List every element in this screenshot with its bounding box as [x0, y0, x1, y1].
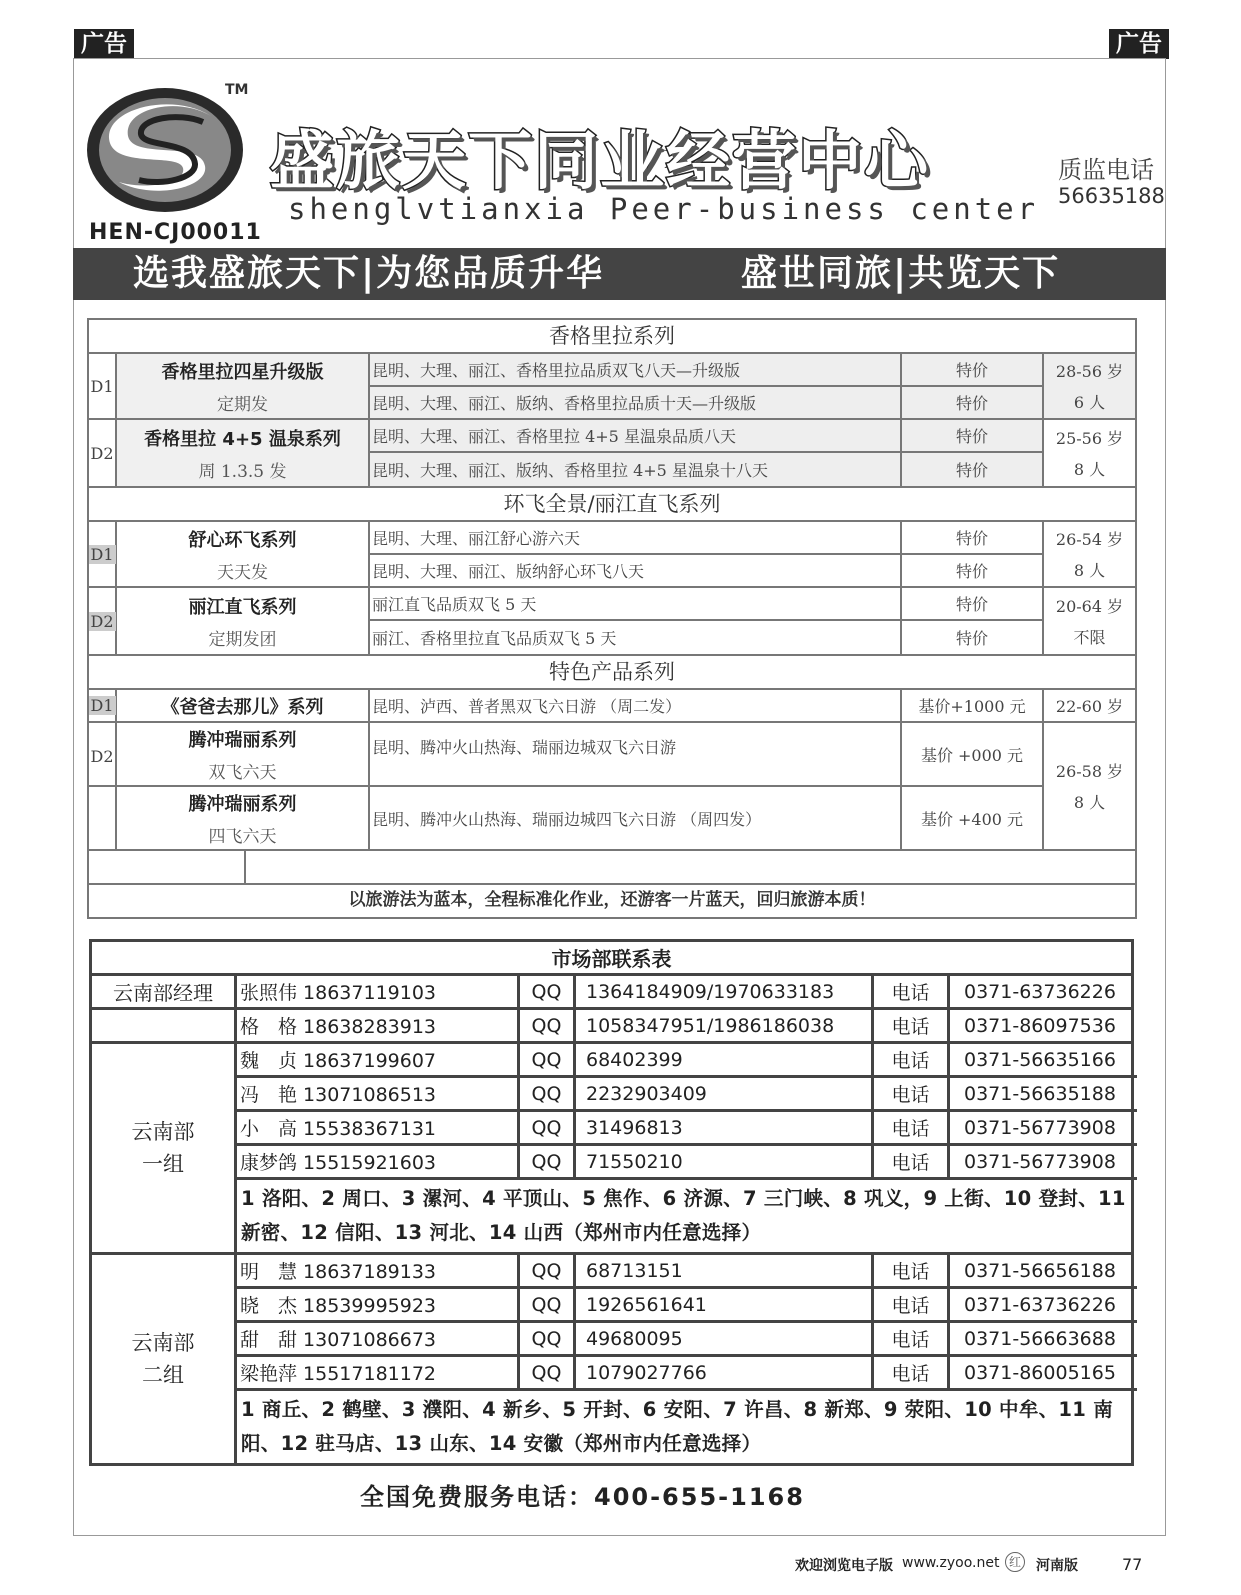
swirl-s-logo-icon — [83, 78, 258, 218]
qc-label: 质监电话 — [1058, 156, 1154, 184]
section-title: 香格里拉系列 — [89, 320, 1135, 354]
age-range: 20-64 岁 — [1055, 597, 1124, 616]
contact-table — [89, 939, 1134, 1466]
contact-row — [237, 1289, 1137, 1323]
route: 丽江直飞品质双飞 5 天 — [370, 588, 902, 621]
product-schedule: 双飞六天 — [208, 762, 277, 783]
qq-label: QQ — [520, 1357, 576, 1388]
group-dept-line2: 一组 — [142, 1152, 184, 1176]
qq-number: 71550210 — [576, 1146, 874, 1177]
group-dept-line1: 云南部 — [131, 1331, 195, 1355]
min-people: 6 人 — [1073, 393, 1106, 412]
trademark-label: TM — [225, 82, 249, 98]
company-title: 盛旅天下同业经营中心 — [270, 125, 930, 199]
product-schedule: 天天发 — [217, 562, 268, 583]
slogan-right: 盛世同旅|共览天下 — [741, 253, 1061, 294]
min-people: 8 人 — [1073, 460, 1106, 479]
product-schedule: 四飞六天 — [208, 826, 277, 847]
group-code-cell — [89, 522, 117, 588]
group-code-cell — [89, 588, 117, 654]
section-title: 环飞全景/丽江直飞系列 — [89, 488, 1135, 522]
hotline: 全国免费服务电话：400-655-1168 — [360, 1483, 805, 1511]
qq-number: 1079027766 — [576, 1357, 874, 1388]
qq-label: QQ — [520, 1078, 576, 1109]
tel-label: 电话 — [874, 1146, 950, 1177]
product-name: 香格里拉四星升级版 — [161, 361, 324, 383]
age-cell — [1044, 588, 1135, 654]
tel-number: 0371-63736226 — [964, 980, 1116, 1003]
contact-group-1 — [92, 1044, 1131, 1255]
age-range: 26-54 岁 — [1055, 530, 1124, 549]
qq-number: 68713151 — [576, 1255, 874, 1286]
route: 昆明、大理、丽江、香格里拉 4+5 星温泉品质八天 — [370, 420, 902, 453]
age-cell — [1044, 723, 1135, 851]
product-name: 丽江直飞系列 — [188, 596, 297, 618]
group-code: D2 — [89, 723, 117, 787]
product-schedule: 定期发 — [217, 394, 268, 415]
tel-label: 电话 — [874, 1255, 950, 1286]
qq-number: 1926561641 — [576, 1289, 874, 1320]
contact-group-2 — [92, 1255, 1131, 1463]
qq-label: QQ — [520, 1044, 576, 1075]
age-cell — [1044, 354, 1135, 420]
ad-label-left: 广告 — [74, 29, 134, 59]
group-rows — [237, 1255, 1137, 1463]
contact-name-phone: 张照伟 18637119103 — [237, 976, 520, 1007]
tel-number: 0371-63736226 — [964, 1293, 1116, 1316]
tel-number: 0371-56663688 — [964, 1327, 1116, 1350]
qq-label: QQ — [520, 1010, 576, 1041]
contact-row — [237, 1078, 1137, 1112]
route: 昆明、大理、丽江、版纳、香格里拉 4+5 星温泉十八天 — [370, 453, 902, 486]
contact-name-phone: 明 慧 18637189133 — [237, 1255, 520, 1286]
contact-row — [92, 1010, 1131, 1044]
age-cell — [1044, 420, 1135, 486]
slogan-left: 选我盛旅天下|为您品质升华 — [133, 253, 605, 294]
tel-number: 0371-56635188 — [964, 1082, 1116, 1105]
product-name-cell — [117, 723, 370, 787]
group-dept — [92, 1044, 237, 1252]
page-number: 77 — [1122, 1555, 1143, 1574]
service-areas: 1 商丘、2 鹤壁、3 濮阳、4 新乡、5 开封、6 安阳、7 许昌、8 新郑、9 荥阳、10 中牟、11 南阳、12 驻马店、13 山东、14 安徽（郑州市内任意选择） — [241, 1398, 1114, 1455]
product-name-cell — [117, 690, 370, 723]
qq-number: 31496813 — [576, 1112, 874, 1143]
price: 特价 — [902, 354, 1044, 387]
product-name-cell — [117, 787, 370, 851]
contact-name-phone: 梁艳萍 15517181172 — [237, 1357, 520, 1388]
price: 特价 — [902, 621, 1044, 654]
group-rows — [237, 1044, 1137, 1252]
group-code: D1 — [90, 696, 114, 715]
tel-number: 0371-56773908 — [964, 1116, 1116, 1139]
tel-label: 电话 — [874, 1323, 950, 1354]
price: 特价 — [902, 555, 1044, 588]
price: 基价 +000 元 — [902, 723, 1044, 787]
qq-label: QQ — [520, 1146, 576, 1177]
tel-number: 0371-56773908 — [964, 1150, 1116, 1173]
price: 基价 +400 元 — [902, 787, 1044, 851]
qc-phone: 56635188 — [1058, 184, 1165, 208]
product-name: 《爸爸去那儿》系列 — [161, 696, 324, 718]
product-name: 腾冲瑞丽系列 — [188, 793, 297, 815]
contact-name-phone: 格 格 18638283913 — [237, 1010, 520, 1041]
group-dept-line2: 二组 — [142, 1363, 184, 1387]
tel-label: 电话 — [874, 976, 950, 1007]
qq-label: QQ — [520, 1112, 576, 1143]
footer-url[interactable]: www.zyoo.net — [902, 1555, 1000, 1571]
qq-label: QQ — [520, 1289, 576, 1320]
route: 昆明、大理、丽江舒心游六天 — [370, 522, 902, 555]
route: 昆明、泸西、普者黑双飞六日游 （周二发） — [370, 690, 902, 723]
price: 特价 — [902, 453, 1044, 486]
group-dept — [92, 1255, 237, 1463]
group-code-cell — [89, 690, 117, 723]
dept-empty — [92, 1010, 237, 1041]
qq-number: 49680095 — [576, 1323, 874, 1354]
table-spacer-row — [89, 851, 1135, 885]
qq-number: 2232903409 — [576, 1078, 874, 1109]
min-people: 8 人 — [1073, 793, 1106, 812]
price: 特价 — [902, 387, 1044, 420]
tel-number: 0371-86005165 — [964, 1361, 1116, 1384]
tel-label: 电话 — [874, 1044, 950, 1075]
contact-row — [92, 976, 1131, 1010]
price: 基价+1000 元 — [902, 690, 1044, 723]
company-subtitle: shenglvtianxia Peer-business center — [288, 192, 1040, 226]
tel-label: 电话 — [874, 1289, 950, 1320]
group-dept-line1: 云南部 — [131, 1120, 195, 1144]
tel-label: 电话 — [874, 1357, 950, 1388]
product-schedule: 定期发团 — [208, 629, 277, 650]
footer-badge-icon: 红 — [1005, 1552, 1025, 1572]
route: 丽江、香格里拉直飞品质双飞 5 天 — [370, 621, 902, 654]
product-name-cell — [117, 588, 370, 654]
price: 特价 — [902, 420, 1044, 453]
min-people: 8 人 — [1073, 561, 1106, 580]
contact-row — [237, 1323, 1137, 1357]
group-code-empty — [89, 787, 117, 851]
tel-label: 电话 — [874, 1112, 950, 1143]
tel-number: 0371-56656188 — [964, 1259, 1116, 1282]
product-table — [87, 318, 1137, 919]
age-range: 22-60 岁 — [1055, 697, 1124, 716]
special-grid — [89, 690, 1135, 851]
contact-name-phone: 甜 甜 13071086673 — [237, 1323, 520, 1354]
qq-number: 1364184909/1970633183 — [576, 976, 874, 1007]
contact-table-title: 市场部联系表 — [92, 942, 1131, 976]
contact-name-phone: 晓 杰 18539995923 — [237, 1289, 520, 1320]
tel-number: 0371-56635166 — [964, 1048, 1116, 1071]
dept-label: 云南部经理 — [92, 976, 237, 1007]
tel-label: 电话 — [874, 1010, 950, 1041]
tel-label: 电话 — [874, 1078, 950, 1109]
product-grid — [89, 354, 1135, 488]
route: 昆明、腾冲火山热海、瑞丽边城双飞六日游 — [370, 723, 902, 787]
contact-row — [237, 1255, 1137, 1289]
footer-welcome: 欢迎浏览电子版 — [795, 1558, 893, 1574]
product-footer-slogan: 以旅游法为蓝本，全程标准化作业，还游客一片蓝天，回归旅游本质！ — [348, 890, 876, 910]
product-name: 腾冲瑞丽系列 — [188, 729, 297, 751]
route: 昆明、腾冲火山热海、瑞丽边城四飞六日游 （周四发） — [370, 787, 902, 851]
qq-number: 1058347951/1986186038 — [576, 1010, 874, 1041]
section-title: 特色产品系列 — [89, 656, 1135, 690]
qq-number: 68402399 — [576, 1044, 874, 1075]
license-code: HEN-CJ00011 — [89, 220, 262, 245]
group-code: D1 — [90, 544, 114, 564]
tel-number: 0371-86097536 — [964, 1014, 1116, 1037]
route: 昆明、大理、丽江、香格里拉品质双飞八天—升级版 — [370, 354, 902, 387]
route: 昆明、大理、丽江、版纳舒心环飞八天 — [370, 555, 902, 588]
contact-name-phone: 冯 艳 13071086513 — [237, 1078, 520, 1109]
age-range: 26-58 岁 — [1055, 762, 1124, 781]
age-range: 28-56 岁 — [1055, 362, 1124, 381]
group-code: D2 — [90, 611, 114, 631]
product-name: 香格里拉 4+5 温泉系列 — [144, 428, 341, 450]
price: 特价 — [902, 588, 1044, 621]
contact-row — [237, 1044, 1137, 1078]
qq-label: QQ — [520, 976, 576, 1007]
contact-row — [237, 1146, 1137, 1180]
min-people: 不限 — [1073, 628, 1106, 647]
service-areas: 1 洛阳、2 周口、3 漯河、4 平顶山、5 焦作、6 济源、7 三门峡、8 巩义，9 上街、10 登封、11 新密、12 信阳、13 河北、14 山西（郑州市内任意选择） — [241, 1187, 1126, 1244]
age-cell — [1044, 690, 1135, 723]
product-name-cell — [117, 354, 370, 420]
product-name-cell — [117, 522, 370, 588]
group-code: D1 — [89, 354, 117, 420]
product-grid — [89, 522, 1135, 656]
age-range: 25-56 岁 — [1055, 429, 1124, 448]
contact-row — [237, 1357, 1137, 1391]
contact-row — [237, 1112, 1137, 1146]
group-code: D2 — [89, 420, 117, 486]
contact-name-phone: 魏 贞 18637199607 — [237, 1044, 520, 1075]
product-name: 舒心环飞系列 — [188, 529, 297, 551]
slogan-bar — [73, 248, 1166, 300]
ad-label-right: 广告 — [1109, 29, 1169, 59]
product-name-cell — [117, 420, 370, 486]
qq-label: QQ — [520, 1255, 576, 1286]
product-schedule: 周 1.3.5 发 — [198, 461, 287, 482]
price: 特价 — [902, 522, 1044, 555]
contact-name-phone: 康梦鸽 15515921603 — [237, 1146, 520, 1177]
age-cell — [1044, 522, 1135, 588]
footer-edition: 河南版 — [1036, 1558, 1078, 1574]
route: 昆明、大理、丽江、版纳、香格里拉品质十天—升级版 — [370, 387, 902, 420]
qq-label: QQ — [520, 1323, 576, 1354]
contact-name-phone: 小 高 15538367131 — [237, 1112, 520, 1143]
